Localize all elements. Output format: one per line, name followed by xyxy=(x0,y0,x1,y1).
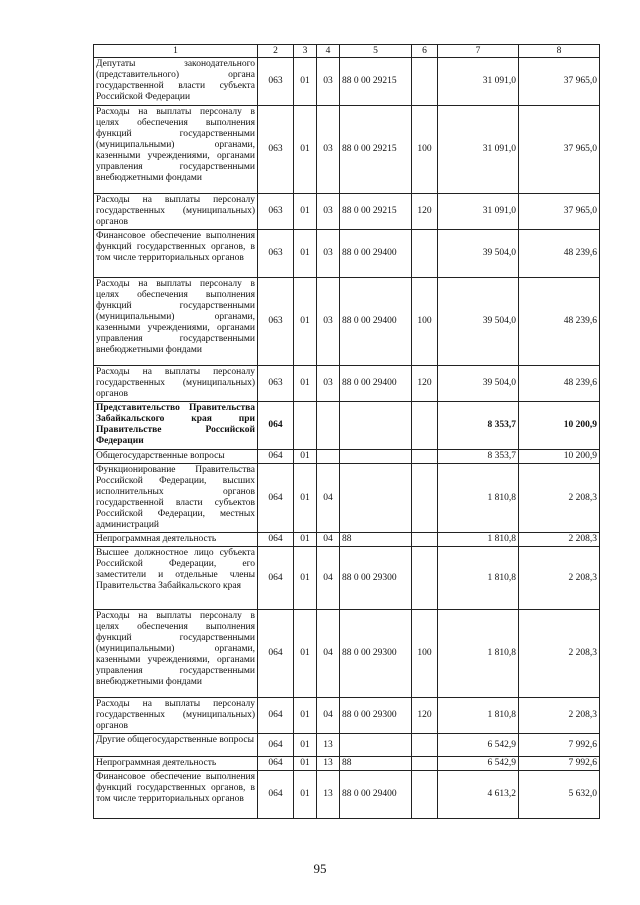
cell-expense-type: 100 xyxy=(412,106,438,194)
cell-ministry-code: 063 xyxy=(258,366,294,402)
cell-amount-year-2: 2 208,3 xyxy=(519,610,600,698)
cell-description: Финансовое обеспечение выполнения функций государственных органов, в том числе территориальных органов xyxy=(94,230,258,278)
budget-table-container xyxy=(93,44,599,819)
table-row xyxy=(94,757,600,771)
cell-ministry-code: 063 xyxy=(258,194,294,230)
cell-amount-year-2: 48 239,6 xyxy=(519,278,600,366)
cell-subsection: 04 xyxy=(317,610,340,698)
cell-target-article: 88 0 00 29400 xyxy=(340,278,412,366)
page-number: 95 xyxy=(313,861,327,876)
cell-section: 01 xyxy=(294,547,317,610)
table-row xyxy=(94,464,600,533)
cell-target-article: 88 0 00 29215 xyxy=(340,194,412,230)
cell-amount-year-1: 6 542,9 xyxy=(438,734,519,757)
cell-amount-year-1: 31 091,0 xyxy=(438,58,519,106)
cell-ministry-code: 063 xyxy=(258,106,294,194)
table-row xyxy=(94,278,600,366)
table-row xyxy=(94,734,600,757)
cell-expense-type: 100 xyxy=(412,610,438,698)
cell-subsection: 03 xyxy=(317,194,340,230)
cell-section: 01 xyxy=(294,366,317,402)
cell-amount-year-2: 10 200,9 xyxy=(519,450,600,464)
cell-expense-type xyxy=(412,402,438,450)
column-header-5: 5 xyxy=(340,45,412,58)
cell-subsection: 03 xyxy=(317,278,340,366)
cell-section: 01 xyxy=(294,230,317,278)
cell-expense-type xyxy=(412,771,438,819)
cell-amount-year-2: 48 239,6 xyxy=(519,230,600,278)
cell-target-article: 88 0 00 29400 xyxy=(340,771,412,819)
cell-section: 01 xyxy=(294,450,317,464)
cell-ministry-code: 063 xyxy=(258,230,294,278)
cell-section: 01 xyxy=(294,464,317,533)
cell-target-article: 88 0 00 29400 xyxy=(340,366,412,402)
column-header-7: 7 xyxy=(438,45,519,58)
cell-amount-year-2: 10 200,9 xyxy=(519,402,600,450)
cell-description: Высшее должностное лицо субъекта Российской Федерации, его заместители и отдельные члены Правительства Забайкальского края xyxy=(94,547,258,610)
cell-subsection: 04 xyxy=(317,464,340,533)
cell-expense-type xyxy=(412,757,438,771)
cell-section: 01 xyxy=(294,771,317,819)
cell-amount-year-1: 6 542,9 xyxy=(438,757,519,771)
cell-amount-year-1: 8 353,7 xyxy=(438,402,519,450)
cell-subsection: 04 xyxy=(317,533,340,547)
cell-ministry-code: 064 xyxy=(258,533,294,547)
cell-amount-year-2: 37 965,0 xyxy=(519,106,600,194)
cell-expense-type xyxy=(412,58,438,106)
cell-section: 01 xyxy=(294,58,317,106)
column-header-6: 6 xyxy=(412,45,438,58)
cell-amount-year-1: 8 353,7 xyxy=(438,450,519,464)
table-row xyxy=(94,366,600,402)
cell-target-article: 88 0 00 29215 xyxy=(340,58,412,106)
cell-section: 01 xyxy=(294,610,317,698)
cell-section: 01 xyxy=(294,757,317,771)
cell-target-article xyxy=(340,450,412,464)
cell-subsection: 03 xyxy=(317,58,340,106)
column-header-8: 8 xyxy=(519,45,600,58)
cell-ministry-code: 064 xyxy=(258,464,294,533)
cell-description: Представительство Правительства Забайкальского края при Правительстве Российской Федерации xyxy=(94,402,258,450)
cell-description: Непрограммная деятельность xyxy=(94,533,258,547)
table-row xyxy=(94,230,600,278)
cell-subsection: 13 xyxy=(317,757,340,771)
column-header-1: 1 xyxy=(94,45,258,58)
cell-subsection: 03 xyxy=(317,366,340,402)
cell-description: Расходы на выплаты персоналу в целях обеспечения выполнения функций государственными (муниципальными) органами, казенными учреждениями, органами управления государственными внебюджетными фондами xyxy=(94,610,258,698)
cell-target-article xyxy=(340,734,412,757)
cell-description: Функционирование Правительства Российской Федерации, высших исполнительных органов государственной власти субъектов Российской Федерации, местных администраций xyxy=(94,464,258,533)
cell-amount-year-2: 2 208,3 xyxy=(519,547,600,610)
cell-description: Финансовое обеспечение выполнения функций государственных органов, в том числе территориальных органов xyxy=(94,771,258,819)
cell-description: Расходы на выплаты персоналу в целях обеспечения выполнения функций государственными (муниципальными) органами, казенными учреждениями, органами управления государственными внебюджетными фондами xyxy=(94,278,258,366)
table-body xyxy=(94,58,600,819)
column-header-3: 3 xyxy=(294,45,317,58)
cell-section: 01 xyxy=(294,194,317,230)
cell-section: 01 xyxy=(294,278,317,366)
table-row xyxy=(94,547,600,610)
cell-ministry-code: 064 xyxy=(258,734,294,757)
cell-expense-type xyxy=(412,450,438,464)
cell-description: Расходы на выплаты персоналу государственных (муниципальных) органов xyxy=(94,698,258,734)
cell-amount-year-2: 48 239,6 xyxy=(519,366,600,402)
cell-target-article: 88 0 00 29300 xyxy=(340,547,412,610)
cell-section: 01 xyxy=(294,734,317,757)
cell-expense-type: 120 xyxy=(412,698,438,734)
cell-subsection: 03 xyxy=(317,230,340,278)
cell-description: Непрограммная деятельность xyxy=(94,757,258,771)
cell-ministry-code: 064 xyxy=(258,402,294,450)
cell-subsection xyxy=(317,402,340,450)
cell-expense-type: 120 xyxy=(412,194,438,230)
cell-ministry-code: 064 xyxy=(258,757,294,771)
cell-ministry-code: 064 xyxy=(258,610,294,698)
cell-ministry-code: 063 xyxy=(258,278,294,366)
cell-subsection: 04 xyxy=(317,547,340,610)
table-row xyxy=(94,58,600,106)
cell-section: 01 xyxy=(294,533,317,547)
cell-subsection: 13 xyxy=(317,771,340,819)
cell-section xyxy=(294,402,317,450)
cell-expense-type: 100 xyxy=(412,278,438,366)
cell-target-article: 88 0 00 29300 xyxy=(340,610,412,698)
budget-table xyxy=(93,44,600,819)
column-header-2: 2 xyxy=(258,45,294,58)
cell-amount-year-1: 1 810,8 xyxy=(438,533,519,547)
cell-ministry-code: 063 xyxy=(258,58,294,106)
table-row xyxy=(94,610,600,698)
cell-subsection: 04 xyxy=(317,698,340,734)
cell-expense-type xyxy=(412,547,438,610)
cell-ministry-code: 064 xyxy=(258,547,294,610)
table-row xyxy=(94,194,600,230)
cell-ministry-code: 064 xyxy=(258,771,294,819)
cell-amount-year-1: 31 091,0 xyxy=(438,106,519,194)
cell-description: Депутаты законодательного (представительного) органа государственной власти субъекта Российской Федерации xyxy=(94,58,258,106)
cell-amount-year-2: 2 208,3 xyxy=(519,464,600,533)
cell-amount-year-2: 7 992,6 xyxy=(519,734,600,757)
cell-amount-year-1: 1 810,8 xyxy=(438,464,519,533)
cell-amount-year-1: 31 091,0 xyxy=(438,194,519,230)
cell-subsection: 03 xyxy=(317,106,340,194)
cell-amount-year-2: 5 632,0 xyxy=(519,771,600,819)
cell-ministry-code: 064 xyxy=(258,450,294,464)
cell-description: Расходы на выплаты персоналу в целях обеспечения выполнения функций государственными (муниципальными) органами, казенными учреждениями, органами управления государственными внебюджетными фондами xyxy=(94,106,258,194)
table-row xyxy=(94,402,600,450)
table-row xyxy=(94,771,600,819)
table-row xyxy=(94,698,600,734)
cell-amount-year-1: 1 810,8 xyxy=(438,610,519,698)
cell-amount-year-2: 2 208,3 xyxy=(519,533,600,547)
cell-amount-year-1: 4 613,2 xyxy=(438,771,519,819)
cell-expense-type: 120 xyxy=(412,366,438,402)
cell-amount-year-1: 1 810,8 xyxy=(438,698,519,734)
cell-description: Другие общегосударственные вопросы xyxy=(94,734,258,757)
cell-target-article: 88 xyxy=(340,757,412,771)
table-row xyxy=(94,533,600,547)
cell-target-article xyxy=(340,402,412,450)
cell-amount-year-2: 7 992,6 xyxy=(519,757,600,771)
cell-target-article: 88 0 00 29400 xyxy=(340,230,412,278)
cell-ministry-code: 064 xyxy=(258,698,294,734)
cell-expense-type xyxy=(412,734,438,757)
cell-amount-year-2: 37 965,0 xyxy=(519,194,600,230)
cell-amount-year-1: 39 504,0 xyxy=(438,366,519,402)
table-row xyxy=(94,450,600,464)
cell-description: Расходы на выплаты персоналу государственных (муниципальных) органов xyxy=(94,194,258,230)
cell-amount-year-1: 39 504,0 xyxy=(438,230,519,278)
column-header-4: 4 xyxy=(317,45,340,58)
cell-expense-type xyxy=(412,533,438,547)
header-row xyxy=(94,45,600,58)
cell-description: Расходы на выплаты персоналу государственных (муниципальных) органов xyxy=(94,366,258,402)
cell-target-article xyxy=(340,464,412,533)
cell-expense-type xyxy=(412,464,438,533)
cell-expense-type xyxy=(412,230,438,278)
cell-section: 01 xyxy=(294,106,317,194)
cell-subsection xyxy=(317,450,340,464)
table-row xyxy=(94,106,600,194)
cell-subsection: 13 xyxy=(317,734,340,757)
cell-target-article: 88 0 00 29215 xyxy=(340,106,412,194)
cell-amount-year-1: 39 504,0 xyxy=(438,278,519,366)
cell-amount-year-1: 1 810,8 xyxy=(438,547,519,610)
cell-target-article: 88 xyxy=(340,533,412,547)
cell-amount-year-2: 37 965,0 xyxy=(519,58,600,106)
cell-target-article: 88 0 00 29300 xyxy=(340,698,412,734)
cell-description: Общегосударственные вопросы xyxy=(94,450,258,464)
cell-amount-year-2: 2 208,3 xyxy=(519,698,600,734)
cell-section: 01 xyxy=(294,698,317,734)
